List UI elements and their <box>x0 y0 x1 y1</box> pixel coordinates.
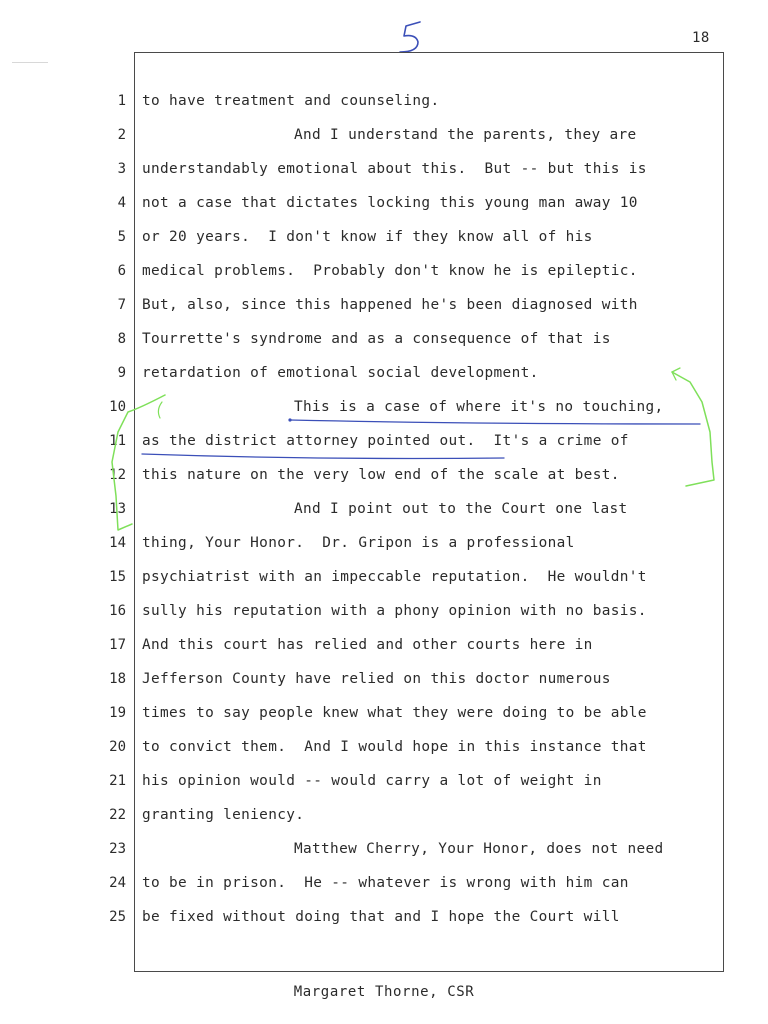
line-number: 10 <box>109 399 126 415</box>
transcript-line: And I point out to the Court one last <box>294 501 628 517</box>
line-number: 19 <box>109 705 126 721</box>
line-number: 4 <box>117 195 126 211</box>
page-number: 18 <box>692 30 710 46</box>
transcript-line: or 20 years. I don't know if they know all of his <box>142 229 593 245</box>
transcript-line: This is a case of where it's no touching, <box>294 399 664 415</box>
line-number: 7 <box>117 297 126 313</box>
line-number: 17 <box>109 637 126 653</box>
line-number: 8 <box>117 331 126 347</box>
line-number: 22 <box>109 807 126 823</box>
transcript-line: to convict them. And I would hope in this instance that <box>142 739 647 755</box>
transcript-line: not a case that dictates locking this young man away 10 <box>142 195 638 211</box>
line-number: 9 <box>117 365 126 381</box>
line-number: 14 <box>109 535 126 551</box>
line-number: 24 <box>109 875 126 891</box>
line-number: 2 <box>117 127 126 143</box>
court-reporter-footer: Margaret Thorne, CSR <box>293 984 475 1000</box>
transcript-line: as the district attorney pointed out. It's a crime of <box>142 433 629 449</box>
line-number: 3 <box>117 161 126 177</box>
margin-mark <box>12 62 48 63</box>
transcript-line: times to say people knew what they were doing to be able <box>142 705 647 721</box>
transcript-line: to be in prison. He -- whatever is wrong with him can <box>142 875 629 891</box>
transcript-line: And this court has relied and other courts here in <box>142 637 593 653</box>
transcript-line: Jefferson County have relied on this doctor numerous <box>142 671 611 687</box>
line-number: 16 <box>109 603 126 619</box>
transcript-line: this nature on the very low end of the scale at best. <box>142 467 620 483</box>
line-number: 11 <box>109 433 126 449</box>
line-number: 23 <box>109 841 126 857</box>
transcript-line: Matthew Cherry, Your Honor, does not need <box>294 841 664 857</box>
transcript-line: Tourrette's syndrome and as a consequence of that is <box>142 331 611 347</box>
transcript-line: thing, Your Honor. Dr. Gripon is a professional <box>142 535 575 551</box>
line-number: 21 <box>109 773 126 789</box>
transcript-line: sully his reputation with a phony opinion with no basis. <box>142 603 647 619</box>
transcript-line: his opinion would -- would carry a lot of weight in <box>142 773 602 789</box>
transcript-line: granting leniency. <box>142 807 305 823</box>
transcript-line: medical problems. Probably don't know he is epileptic. <box>142 263 638 279</box>
line-number: 13 <box>109 501 126 517</box>
transcript-line: psychiatrist with an impeccable reputation. He wouldn't <box>142 569 647 585</box>
line-number: 6 <box>117 263 126 279</box>
transcript-line: retardation of emotional social development. <box>142 365 539 381</box>
line-number: 12 <box>109 467 126 483</box>
line-number: 18 <box>109 671 126 687</box>
transcript-line: to have treatment and counseling. <box>142 93 440 109</box>
transcript-line: understandably emotional about this. But -- but this is <box>142 161 647 177</box>
transcript-line: be fixed without doing that and I hope the Court will <box>142 909 620 925</box>
line-number: 5 <box>117 229 126 245</box>
line-number: 20 <box>109 739 126 755</box>
transcript-line: But, also, since this happened he's been diagnosed with <box>142 297 638 313</box>
line-number: 1 <box>117 93 126 109</box>
transcript-line: And I understand the parents, they are <box>294 127 637 143</box>
line-number: 25 <box>109 909 126 925</box>
line-number: 15 <box>109 569 126 585</box>
